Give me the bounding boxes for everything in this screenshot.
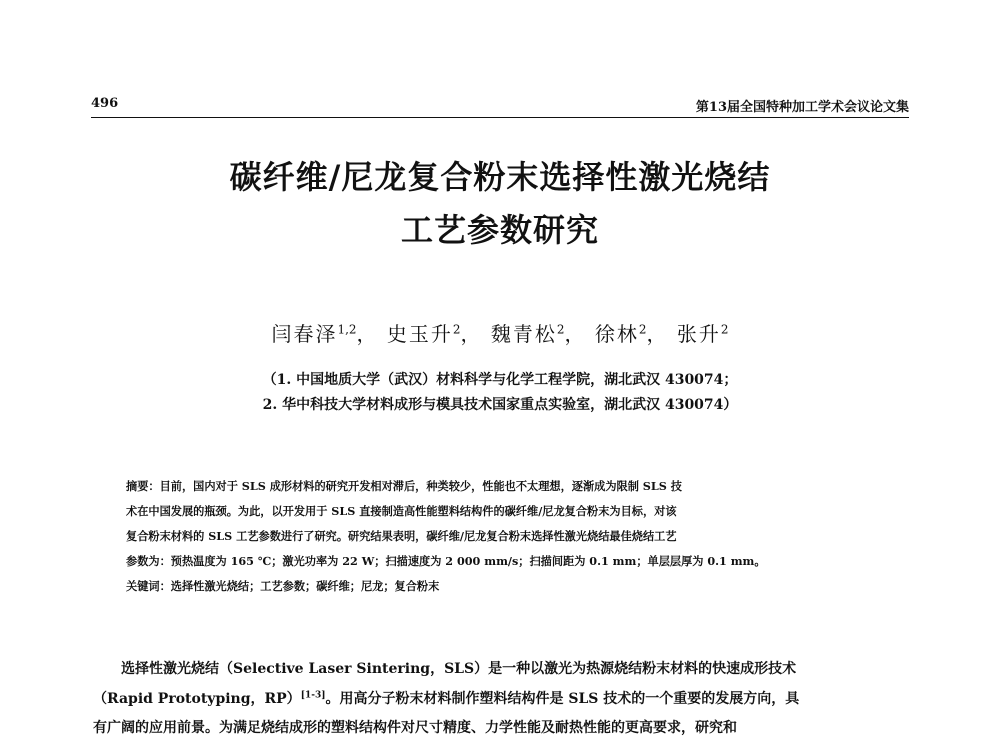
body-paragraph-line-2 (93, 688, 908, 708)
author-separator: ， (356, 322, 379, 346)
author-name: 史玉升 (386, 322, 453, 346)
abstract-line: 术在中国发展的瓶颈。为此，以开发用于 SLS 直接制造高性能塑料结构件的碳纤维/尼龙复合粉末为目标，对该 (126, 504, 677, 518)
author-separator: ， (460, 322, 483, 346)
body-paragraph-line-1: 选择性激光烧结（Selective Laser Sintering，SLS）是一种以激光为热源烧结粉末材料的快速成形技术 (121, 661, 797, 677)
abstract-text: 目前，国内对于 SLS 成形材料的研究开发相对滞后，种类较少，性能也不太理想，逐渐成为限制 SLS 技 (159, 479, 682, 493)
author-name: 张升 (676, 322, 721, 346)
page-number: 496 (91, 96, 119, 111)
abstract-line (126, 478, 874, 494)
paper-title-line-1: 碳纤维/尼龙复合粉末选择性激光烧结 (229, 158, 771, 196)
abstract-label: 摘要： (126, 479, 160, 493)
citation-ref: [1-3] (300, 690, 326, 701)
author-name: 徐林 (594, 322, 639, 346)
author-affiliation-mark: 2 (720, 322, 729, 337)
author-affiliation-mark: 1,2 (337, 322, 357, 337)
abstract-line: 复合粉末材料的 SLS 工艺参数进行了研究。研究结果表明，碳纤维/尼龙复合粉末选择性激光烧结最佳烧结工艺 (126, 529, 677, 543)
author-affiliation-mark: 2 (452, 322, 461, 337)
abstract-line: 参数为：预热温度为 165 ℃；激光功率为 22 W；扫描速度为 2 000 mm/s；扫描间距为 0.1 mm；单层层厚为 0.1 mm。 (126, 554, 766, 568)
author-name: 魏青松 (490, 322, 557, 346)
author-affiliation-mark: 2 (556, 322, 565, 337)
author-name: 闫春泽 (271, 322, 338, 346)
keywords-text: 选择性激光烧结；工艺参数；碳纤维；尼龙；复合粉末 (170, 579, 440, 593)
author-affiliation-mark: 2 (638, 322, 647, 337)
running-header (91, 96, 909, 114)
keywords-label: 关键词： (126, 579, 171, 593)
body-text: （Rapid Prototyping，RP） (93, 691, 301, 707)
author-separator: ， (646, 322, 669, 346)
body-text: 。用高分子粉末材料制作塑料结构件是 SLS 技术的一个重要的发展方向，具 (325, 691, 800, 707)
author-list (0, 318, 1000, 347)
affiliation-line-2: 2. 华中科技大学材料成形与模具技术国家重点实验室，湖北武汉 430074） (262, 397, 738, 413)
keywords-line (126, 578, 874, 594)
author-separator: ， (564, 322, 587, 346)
body-paragraph-line-3: 有广阔的应用前景。为满足烧结成形的塑料结构件对尺寸精度、力学性能及耐热性能的更高要求，研究和 (93, 720, 737, 736)
header-rule (91, 117, 909, 118)
affiliation-line-1: （1. 中国地质大学（武汉）材料科学与化学工程学院，湖北武汉 430074； (262, 372, 738, 388)
paper-title-line-2: 工艺参数研究 (400, 211, 599, 249)
running-title: 第13届全国特种加工学术会议论文集 (695, 100, 909, 115)
